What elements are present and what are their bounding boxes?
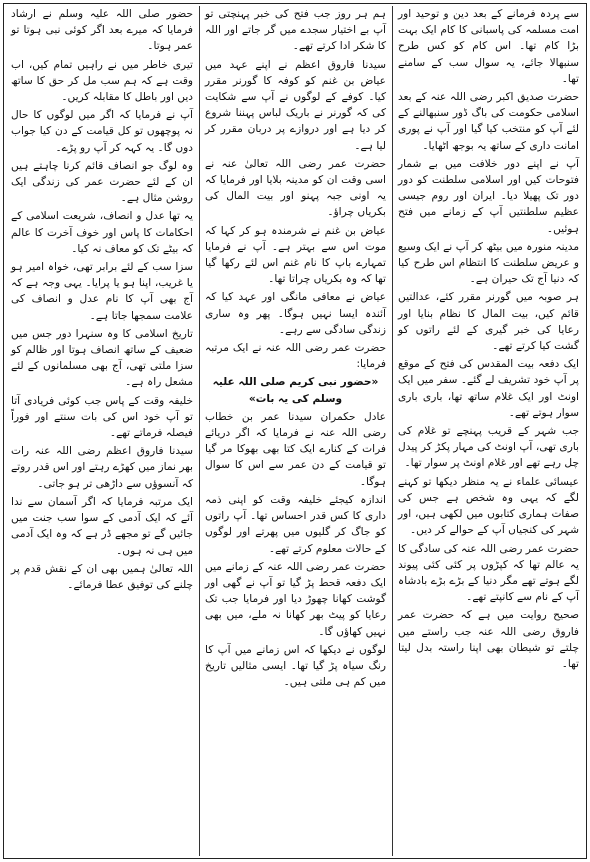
paragraph: یہ تھا عدل و انصاف، شریعت اسلامی کے احکامات کا پاس اور خوف آخرت کا عالم کہ بیٹے تک کو معاف نہ کیا۔: [11, 210, 193, 255]
paragraph: سیدنا فاروق اعظم نے اپنے عہد میں عیاض بن غنم کو کوفہ کا گورنر مقرر کیا۔ کوفے کے لوگوں نے آپ سے شکایت کی کہ گورنر نے باریک لباس پہننا شروع کر دیا ہے اور دروازے پر دربان مقرر کر لیا ہے۔: [205, 58, 386, 152]
text-column-middle: [199, 6, 392, 856]
paragraph: عیاض نے معافی مانگی اور عہد کیا کہ آئندہ ایسا نہیں ہوگا۔ پھر وہ ساری زندگی سادگی سے رہے۔: [205, 291, 386, 336]
paragraph: جب شہر کے قریب پہنچے تو غلام کی باری تھی، آپ اونٹ کی مہار پکڑ کر پیدل چل رہے تھے اور غلام اونٹ پر سوار تھا۔: [398, 425, 579, 470]
paragraph: لوگوں نے دیکھا کہ اس زمانے میں آپ کا رنگ سیاہ پڑ گیا تھا۔ ایسی مثالیں تاریخ میں کم ہی ملتی ہیں۔: [205, 643, 386, 689]
paragraph: حضور صلی اللہ علیہ وسلم نے ارشاد فرمایا کہ میرے بعد اگر کوئی نبی ہوتا تو عمر ہوتا۔: [11, 8, 193, 53]
paragraph: تیری خاطر میں نے راہیں تمام کیں، اب وقت ہے کہ ہم سب مل کر حق کا ساتھ دیں اور باطل کا مقابلہ کریں۔: [11, 58, 193, 104]
paragraph: حضرت صدیق اکبر رضی اللہ عنہ کے بعد اسلامی حکومت کی باگ ڈور سنبھالنے کے لئے آپ کو منتخب کیا گیا اور آپ نے پوری امانت داری کے ساتھ یہ بوجھ اٹھایا۔: [398, 91, 579, 152]
paragraph: سے پردہ فرمانے کے بعد دین و توحید اور امت مسلمہ کی پاسبانی کا کام ایک بہت بڑا کام تھا۔ اس کام کو کس طرح سنبھالا جائے، یہ سوال سب کے سامنے تھا۔: [398, 8, 579, 85]
paragraph: صحیح روایت میں ہے کہ حضرت عمر فاروق رضی اللہ عنہ جب راستے میں چلتے تو شیطان بھی اپنا راستہ بدل لیتا تھا۔: [398, 609, 579, 670]
paragraph: ایک دفعہ بیت المقدس کی فتح کے موقع پر آپ خود تشریف لے گئے۔ سفر میں ایک اونٹ اور ایک غلام ساتھ تھا، باری باری سوار ہوتے تھے۔: [398, 358, 579, 419]
paragraph: ہر صوبہ میں گورنر مقرر کئے، عدالتیں قائم کیں، بیت المال کا نظام بنایا اور رعایا کی خبر گیری کے لئے راتوں کو گشت کیا کرتے تھے۔: [398, 291, 579, 353]
paragraph: حضرت عمر رضی اللہ عنہ کی سادگی کا یہ عالم تھا کہ کپڑوں پر کئی کئی پیوند لگے ہوتے تھے مگر دنیا کے بڑے بڑے بادشاہ آپ کے نام سے کانپتے تھے۔: [398, 542, 579, 604]
paragraph: حضرت عمر رضی اللہ تعالیٰ عنہ نے اسی وقت ان کو مدینہ بلایا اور فرمایا کہ یہ اونی جبہ پہنو اور بیت المال کی بکریاں چراؤ۔: [205, 157, 386, 219]
paragraph: خلیفہ وقت کے پاس جب کوئی فریادی آتا تو آپ خود اس کی بات سنتے اور فوراً فیصلہ فرماتے تھے۔: [11, 394, 193, 440]
paragraph: وہ لوگ جو انصاف قائم کرنا چاہتے ہیں ان کے لئے حضرت عمر کی زندگی ایک روشن مثال ہے۔: [11, 159, 193, 205]
paragraph: مدینہ منورہ میں بیٹھ کر آپ نے ایک وسیع و عریض سلطنت کا انتظام اس طرح کیا کہ دنیا آج تک حیران ہے۔: [398, 240, 579, 286]
paragraph: سیدنا فاروق اعظم رضی اللہ عنہ رات بھر نماز میں کھڑے رہتے اور اس قدر روتے کہ آنسوؤں سے داڑھی تر ہو جاتی۔: [11, 445, 193, 490]
text-column-right: [392, 6, 585, 856]
paragraph: ایک مرتبہ فرمایا کہ اگر آسمان سے ندا آئے کہ ایک آدمی کے سوا سب جنت میں جائیں گے تو مجھے ڈر ہے کہ وہ ایک آدمی میں ہی نہ ہوں۔: [11, 495, 193, 557]
paragraph: حضرت عمر رضی اللہ عنہ نے ایک مرتبہ فرمایا:: [205, 342, 386, 371]
paragraph: عادل حکمران سیدنا عمر بن خطاب رضی اللہ عنہ نے فرمایا کہ اگر دریائے فرات کے کنارے ایک کتا بھی بھوکا مر گیا تو قیامت کے دن عمر سے اس کا سوال ہوگا۔: [205, 410, 386, 488]
quote-line: «حضور نبی کریم صلی اللہ علیہ وسلم کی یہ بات»: [212, 376, 379, 405]
paragraph: اللہ تعالیٰ ہمیں بھی ان کے نقش قدم پر چلنے کی توفیق عطا فرمائے۔: [11, 562, 193, 591]
paragraph: آپ نے فرمایا کہ اگر میں لوگوں کا حال نہ پوچھوں تو کل قیامت کے دن کیا جواب دوں گا۔ یہ کہہ کر آپ رو پڑے۔: [11, 109, 193, 154]
paragraph: سزا سب کے لئے برابر تھی، خواہ امیر ہو یا غریب، اپنا ہو یا پرایا۔ یہی وجہ ہے کہ آج بھی آپ کا نام عدل و انصاف کی علامت سمجھا جاتا ہے۔: [11, 261, 193, 322]
paragraph: اندازہ کیجئے خلیفہ وقت کو اپنی ذمہ داری کا کس قدر احساس تھا۔ آپ راتوں کو جاگ کر گلیوں میں پھرتے اور لوگوں کے حالات معلوم کرتے تھے۔: [205, 493, 386, 555]
paragraph: عیاض بن غنم نے شرمندہ ہو کر کہا کہ موت اس سے بہتر ہے۔ آپ نے فرمایا تمہارے باپ کا نام غنم اس لئے رکھا گیا تھا کہ وہ بکریاں چراتا تھا۔: [205, 224, 386, 286]
paragraph: عیسائی علماء نے یہ منظر دیکھا تو کہنے لگے کہ یہی وہ شخص ہے جس کی صفات ہماری کتابوں میں لکھی ہیں، اور شہر کی کنجیاں آپ کے حوالے کر دیں۔: [398, 475, 579, 537]
paragraph: تاریخ اسلامی کا وہ سنہرا دور جس میں ضعیف کے ساتھ انصاف ہوتا اور ظالم کو سزا ملتی تھی، آج بھی مسلمانوں کے لئے مشعل راہ ہے۔: [11, 327, 193, 389]
paragraph: آپ نے اپنے دور خلافت میں بے شمار فتوحات کیں اور اسلامی سلطنت کو دور دور تک پھیلا دیا۔ ایران اور روم جیسی عظیم سلطنتیں آپ کے زمانے میں فتح ہوئیں۔: [398, 157, 579, 235]
text-column-left: [5, 6, 199, 856]
paragraph: ہم ہر روز جب فتح کی خبر پہنچتی تو آپ بے اختیار سجدے میں گر جاتے اور اللہ کا شکر ادا کرتے تھے۔: [205, 8, 386, 53]
paragraph: حضرت عمر رضی اللہ عنہ کے زمانے میں ایک دفعہ قحط پڑ گیا تو آپ نے گھی اور گوشت کھانا چھوڑ دیا اور فرمایا جب تک رعایا کو پیٹ بھر کھانا نہ ملے، میں بھی نہیں کھاؤں گا۔: [205, 560, 386, 638]
